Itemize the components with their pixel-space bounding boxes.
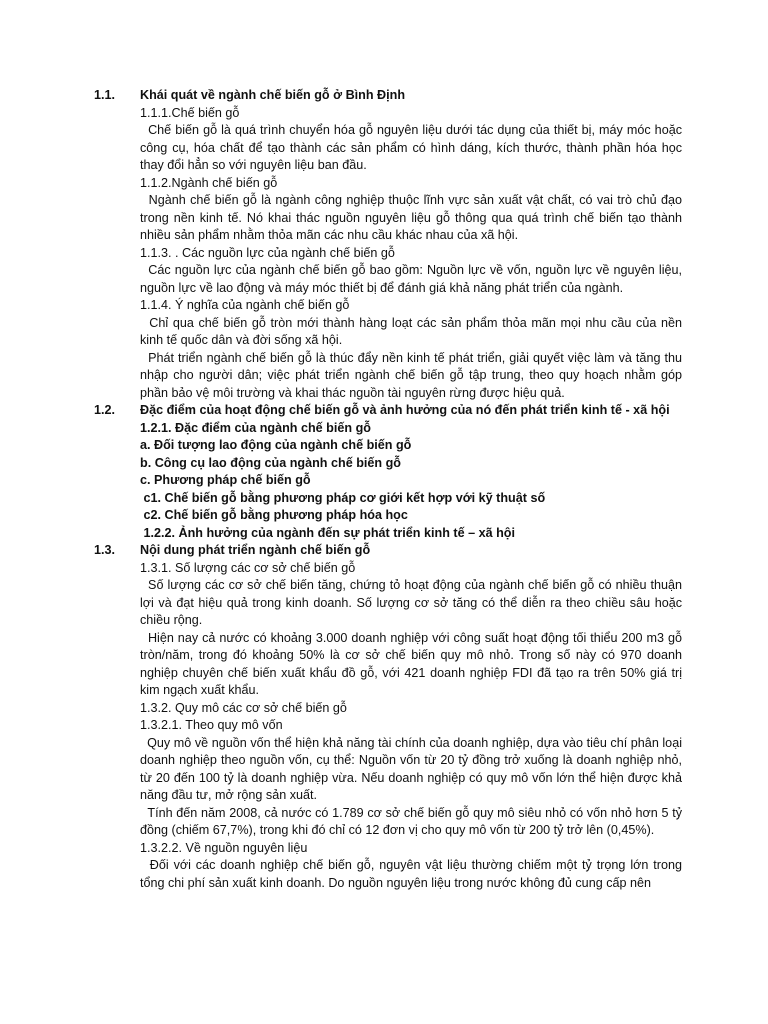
subsection-title: 1.1.3. . Các nguồn lực của ngành chế biến gỗ [140, 245, 395, 260]
section-number: 1.2. [94, 403, 116, 417]
section-heading-1-1 [94, 87, 682, 105]
section-body-1-3 [140, 560, 682, 893]
section-number: 1.3. [94, 543, 116, 557]
outline-item: 1.2.2. Ảnh hưởng của ngành đến sự phát triển kinh tế – xã hội [140, 525, 515, 540]
section-body-1-1 [140, 105, 682, 403]
section-title: Khái quát về ngành chế biến gỗ ở Bình Định [140, 88, 406, 102]
outline-item: a. Đối tượng lao động của ngành chế biến gỗ [140, 438, 412, 452]
outline-item: 1.2.1. Đặc điểm của ngành chế biến gỗ [140, 420, 371, 435]
outline-item: c. Phương pháp chế biến gỗ [140, 473, 311, 487]
paragraph: Ngành chế biến gỗ là ngành công nghiệp thuộc lĩnh vực sản xuất vật chất, có vai trò chủ đạo trong nền kinh tế. Nó khai thác nguồn nguyên liệu gỗ thông qua quá trình chế biến tạo thành nhiều sản phẩm nhằm thỏa mãn các nhu cầu khác nhau của xã hội. [140, 193, 682, 242]
paragraph: Số lượng các cơ sở chế biến tăng, chứng tỏ hoạt động của ngành chế biến gỗ có nhiều thuận lợi và đạt hiệu quả trong kinh doanh. Số lượng cơ sở tăng có thể diễn ra theo chiều sâu hoặc chiều rộng. [140, 578, 682, 627]
outline-item: b. Công cụ lao động của ngành chế biến gỗ [140, 455, 401, 470]
subsection-title: 1.1.1.Chế biến gỗ [140, 105, 240, 120]
section-title: Đặc điểm của hoạt động chế biến gỗ và ảnh hưởng của nó đến phát triển kinh tế - xã hội [140, 403, 670, 417]
paragraph: Hiện nay cả nước có khoảng 3.000 doanh nghiệp với công suất hoạt động tối thiểu 200 m3 gỗ tròn/năm, trong đó khoảng 50% là cơ sở chế biến quy mô nhỏ. Trong số này có 970 doanh nghiệp chuyên chế biến xuất khẩu đồ gỗ, với 421 doanh nghiệp FDI đã tạo ra trên 50% giá trị kim ngạch xuất khẩu. [140, 630, 682, 697]
outline-item: c2. Chế biến gỗ bằng phương pháp hóa học [140, 508, 408, 522]
subsection-title: 1.3.2.2. Về nguồn nguyên liệu [140, 840, 308, 855]
subsection-title: 1.3.2. Quy mô các cơ sở chế biến gỗ [140, 700, 347, 715]
paragraph: Tính đến năm 2008, cả nước có 1.789 cơ sở chế biến gỗ quy mô siêu nhỏ có vốn nhỏ hơn 5 tỷ đồng (chiếm 67,7%), trong khi đó chỉ có 12 đơn vị cho quy mô vốn từ 200 tỷ trở lên (0,45%). [140, 805, 682, 837]
section-heading-1-3 [94, 542, 682, 560]
section-number: 1.1. [94, 88, 116, 102]
document-content [94, 87, 682, 892]
subsection-title: 1.1.4. Ý nghĩa của ngành chế biến gỗ [140, 298, 350, 312]
paragraph: Quy mô về nguồn vốn thể hiện khả năng tài chính của doanh nghiệp, dựa vào tiêu chí phân loại doanh nghiệp theo nguồn vốn, cụ thể: Nguồn vốn từ 20 tỷ đồng trở xuống là doanh nghiệp nhỏ, từ 20 đến 100 tỷ là doanh nghiệp vừa. Nếu doanh nghiệp có quy mô vốn lớn thể hiện được khả năng đầu tư, mở rộng sản xuất. [140, 735, 682, 802]
paragraph: Chỉ qua chế biến gỗ tròn mới thành hàng loạt các sản phẩm thỏa mãn mọi nhu cầu của nền kinh tế quốc dân và đời sống xã hội. [140, 315, 682, 347]
outline-item: c1. Chế biến gỗ bằng phương pháp cơ giới kết hợp với kỹ thuật số [140, 490, 546, 505]
paragraph: Đối với các doanh nghiệp chế biến gỗ, nguyên vật liệu thường chiếm một tỷ trọng lớn trong tổng chi phí sản xuất kinh doanh. Do nguồn nguyên liệu trong nước không đủ cung cấp nên [140, 858, 682, 890]
subsection-title: 1.3.2.1. Theo quy mô vốn [140, 718, 283, 732]
section-body-1-2 [140, 420, 682, 543]
subsection-title: 1.1.2.Ngành chế biến gỗ [140, 175, 278, 190]
paragraph: Phát triển ngành chế biến gỗ là thúc đẩy nền kinh tế phát triển, giải quyết việc làm và tăng thu nhập cho người dân; việc phát triển ngành chế biến gỗ tập trung, theo quy hoạch nhằm góp phần bảo vệ môi trường và khai thác nguồn tài nguyên rừng được hiệu quả. [140, 350, 682, 400]
section-title: Nội dung phát triển ngành chế biến gỗ [140, 543, 371, 557]
subsection-title: 1.3.1. Số lượng các cơ sở chế biến gỗ [140, 560, 356, 575]
paragraph: Các nguồn lực của ngành chế biến gỗ bao gồm: Nguồn lực về vốn, nguồn lực về nguyên liệu, nguồn lực về lao động và máy móc thiết bị để đánh giá khả năng phát triển của ngành. [140, 263, 682, 295]
section-heading-1-2 [94, 402, 682, 420]
paragraph: Chế biến gỗ là quá trình chuyển hóa gỗ nguyên liệu dưới tác dụng của thiết bị, máy móc hoặc công cụ, hóa chất để tạo thành các sản phẩm có hình dáng, kích thước, thành phần hóa học thay đổi hẳn so với nguyên liệu ban đầu. [140, 123, 682, 172]
